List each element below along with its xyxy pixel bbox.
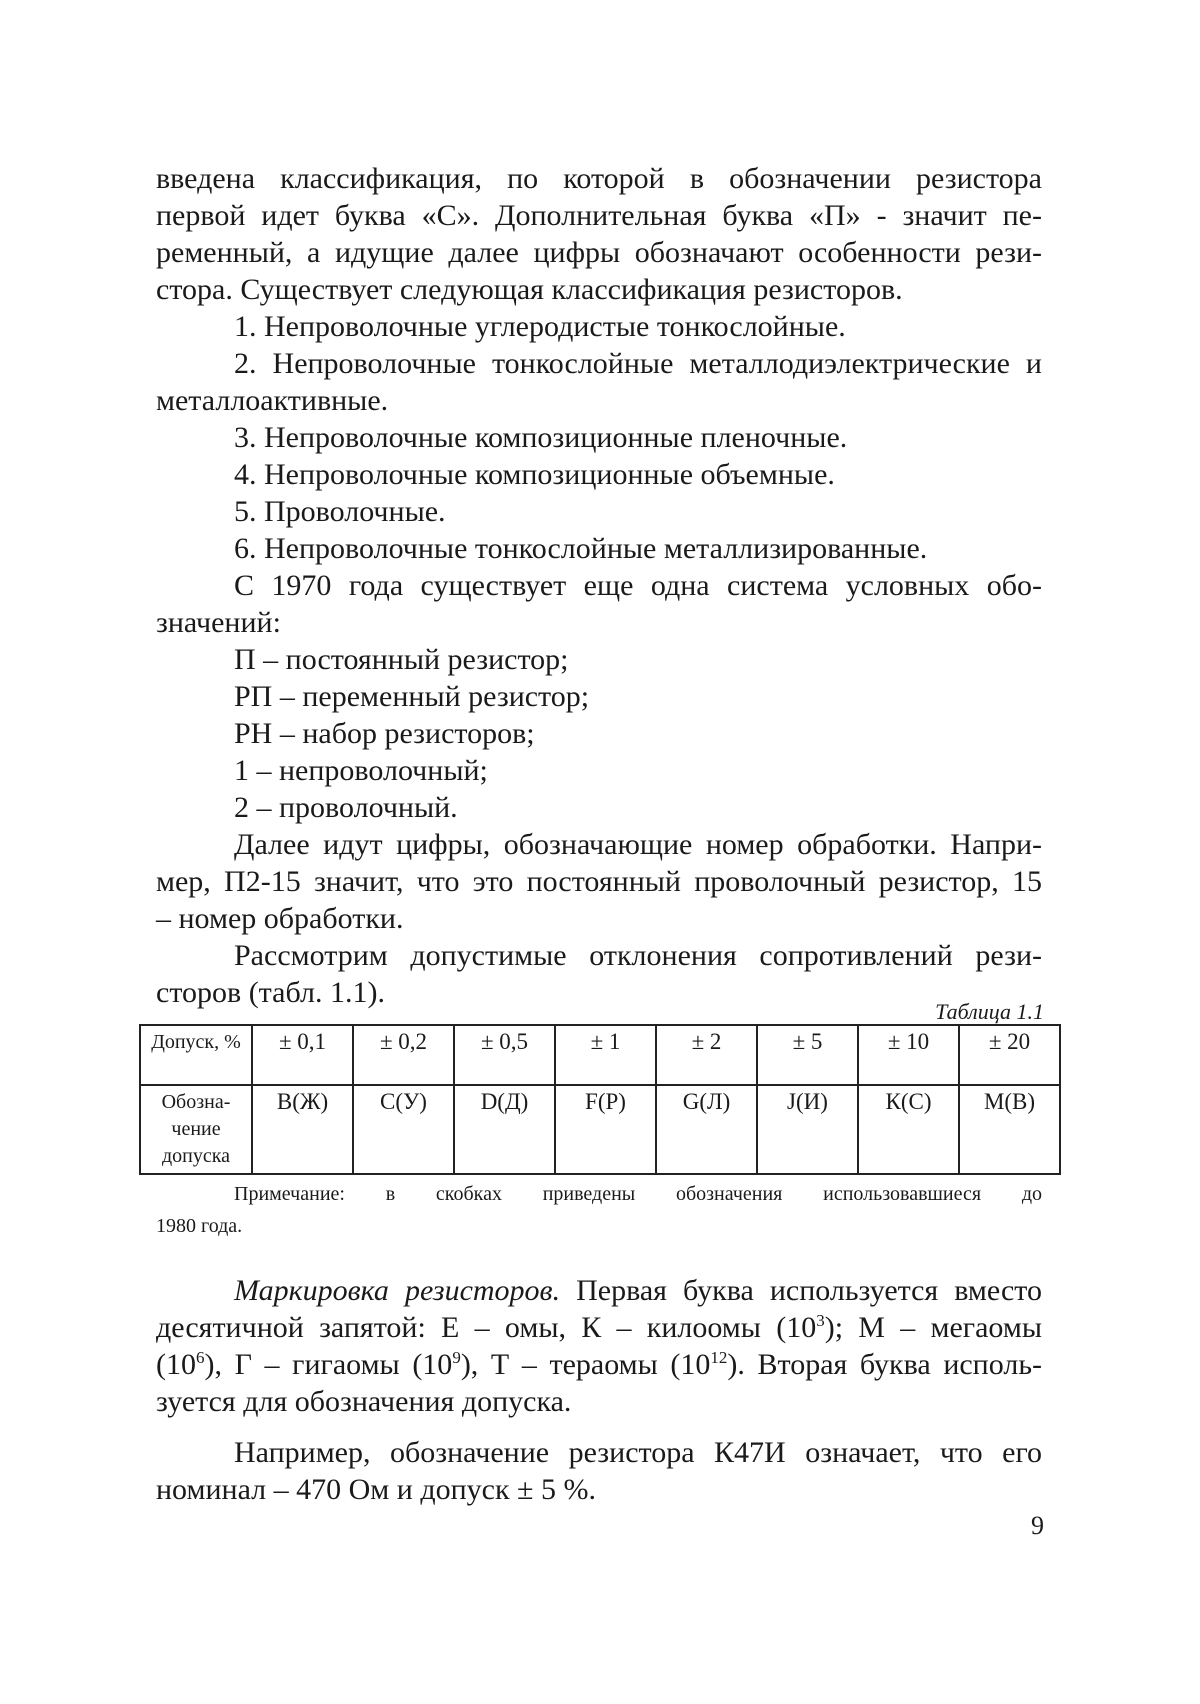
classification-item: 5. Проволочные.: [234, 495, 446, 528]
classification-item: 1. Непроволочные углеродистые тонкослойные.: [234, 310, 846, 343]
tolerance-cell: ± 5: [757, 1025, 858, 1085]
classification-item: металлоактивные.: [156, 384, 389, 417]
exponent: 6: [196, 1348, 205, 1367]
system-1970-line: значений:: [156, 606, 281, 639]
marking-line: зуется для обозначения допуска.: [156, 1385, 572, 1418]
exponent: 3: [816, 1311, 825, 1330]
system-1970-line: С 1970 года существует еще одна система условных обо-: [234, 569, 1042, 602]
code-item: РП – переменный резистор;: [234, 680, 590, 713]
row-header-tolerance: Допуск, %: [140, 1025, 252, 1085]
further-line: Далее идут цифры, обозначающие номер обработки. Напри-: [234, 828, 1042, 861]
note-line: Примечание: в скобках приведены обозначения использовавшиеся до: [234, 1183, 1042, 1205]
marking-line: [156, 1309, 1042, 1346]
tolerance-cell: ± 2: [656, 1025, 757, 1085]
intro-line: первой идет буква «С». Дополнительная буква «П» - значит пе-: [156, 199, 1042, 232]
further-line: – номер обработки.: [156, 902, 404, 935]
classification-item: 3. Непроволочные композиционные пленочные.: [234, 421, 848, 454]
tolerance-cell: ± 10: [858, 1025, 959, 1085]
tolerance-cell: ± 0,2: [353, 1025, 454, 1085]
marking-text: ), Г – гигаомы (10: [204, 1348, 453, 1381]
code-cell: К(С): [858, 1085, 959, 1174]
code-cell: М(В): [959, 1085, 1060, 1174]
page-number: 9: [1031, 1511, 1044, 1540]
code-cell: С(У): [353, 1085, 454, 1174]
example-line: Например, обозначение резистора К47И означает, что его: [234, 1436, 1042, 1469]
intro-line: стора. Существует следующая классификация резисторов.: [156, 273, 903, 306]
marking-text: ). Вторая буква исполь-: [727, 1348, 1042, 1381]
code-item: 1 – непроволочный;: [234, 754, 488, 787]
marking-text: ), Т – тераомы (10: [460, 1348, 711, 1381]
classification-item: 2. Непроволочные тонкослойные металлодиэлектрические и: [234, 347, 1042, 380]
tolerance-table: [139, 1024, 1061, 1175]
row-header-code: Обозна-чение допуска: [140, 1085, 252, 1174]
intro-line: ременный, а идущие далее цифры обозначают особенности рези-: [156, 236, 1042, 269]
marking-line: [156, 1346, 1042, 1383]
code-item: РН – набор резисторов;: [234, 717, 535, 750]
table-note: [156, 1178, 1042, 1242]
table-row: [140, 1025, 1060, 1085]
code-cell: G(Л): [656, 1085, 757, 1174]
classification-item: 4. Непроволочные композиционные объемные.: [234, 458, 835, 491]
tolerance-cell: ± 1: [555, 1025, 656, 1085]
note-line: 1980 года.: [156, 1215, 243, 1237]
marking-text: ); М – мегаомы: [824, 1311, 1042, 1344]
code-item: П – постоянный резистор;: [234, 643, 569, 676]
table-row: [140, 1085, 1060, 1174]
marking-text: десятичной запятой: Е – омы, К – килоомы (10: [156, 1311, 817, 1344]
tolerance-cell: ± 20: [959, 1025, 1060, 1085]
further-line: мер, П2-15 значит, что это постоянный проволочный резистор, 15: [156, 865, 1042, 898]
marking-text: (10: [156, 1348, 196, 1381]
code-cell: F(Р): [555, 1085, 656, 1174]
intro-line: введена классификация, по которой в обозначении резистора: [156, 162, 1042, 195]
table-caption: Таблица 1.1: [935, 999, 1044, 1024]
code-cell: J(И): [757, 1085, 858, 1174]
exponent: 9: [452, 1348, 461, 1367]
code-cell: D(Д): [454, 1085, 555, 1174]
marking-text: Первая буква используется вместо: [560, 1274, 1042, 1307]
marking-section: [156, 1272, 1042, 1508]
code-cell: В(Ж): [252, 1085, 353, 1174]
tolerance-cell: ± 0,5: [454, 1025, 555, 1085]
tolerance-cell: ± 0,1: [252, 1025, 353, 1085]
exponent: 12: [710, 1348, 728, 1367]
consider-line: сторов (табл. 1.1).: [156, 976, 385, 1009]
example-line: номинал – 470 Ом и допуск ± 5 %.: [156, 1473, 596, 1506]
marking-title: Маркировка резисторов.: [234, 1274, 561, 1307]
classification-item: 6. Непроволочные тонкослойные металлизированные.: [234, 532, 928, 565]
marking-line: [156, 1272, 1042, 1309]
code-item: 2 – проволочный.: [234, 791, 458, 824]
consider-line: Рассмотрим допустимые отклонения сопротивлений рези-: [234, 939, 1042, 972]
main-text: [156, 160, 1042, 1011]
